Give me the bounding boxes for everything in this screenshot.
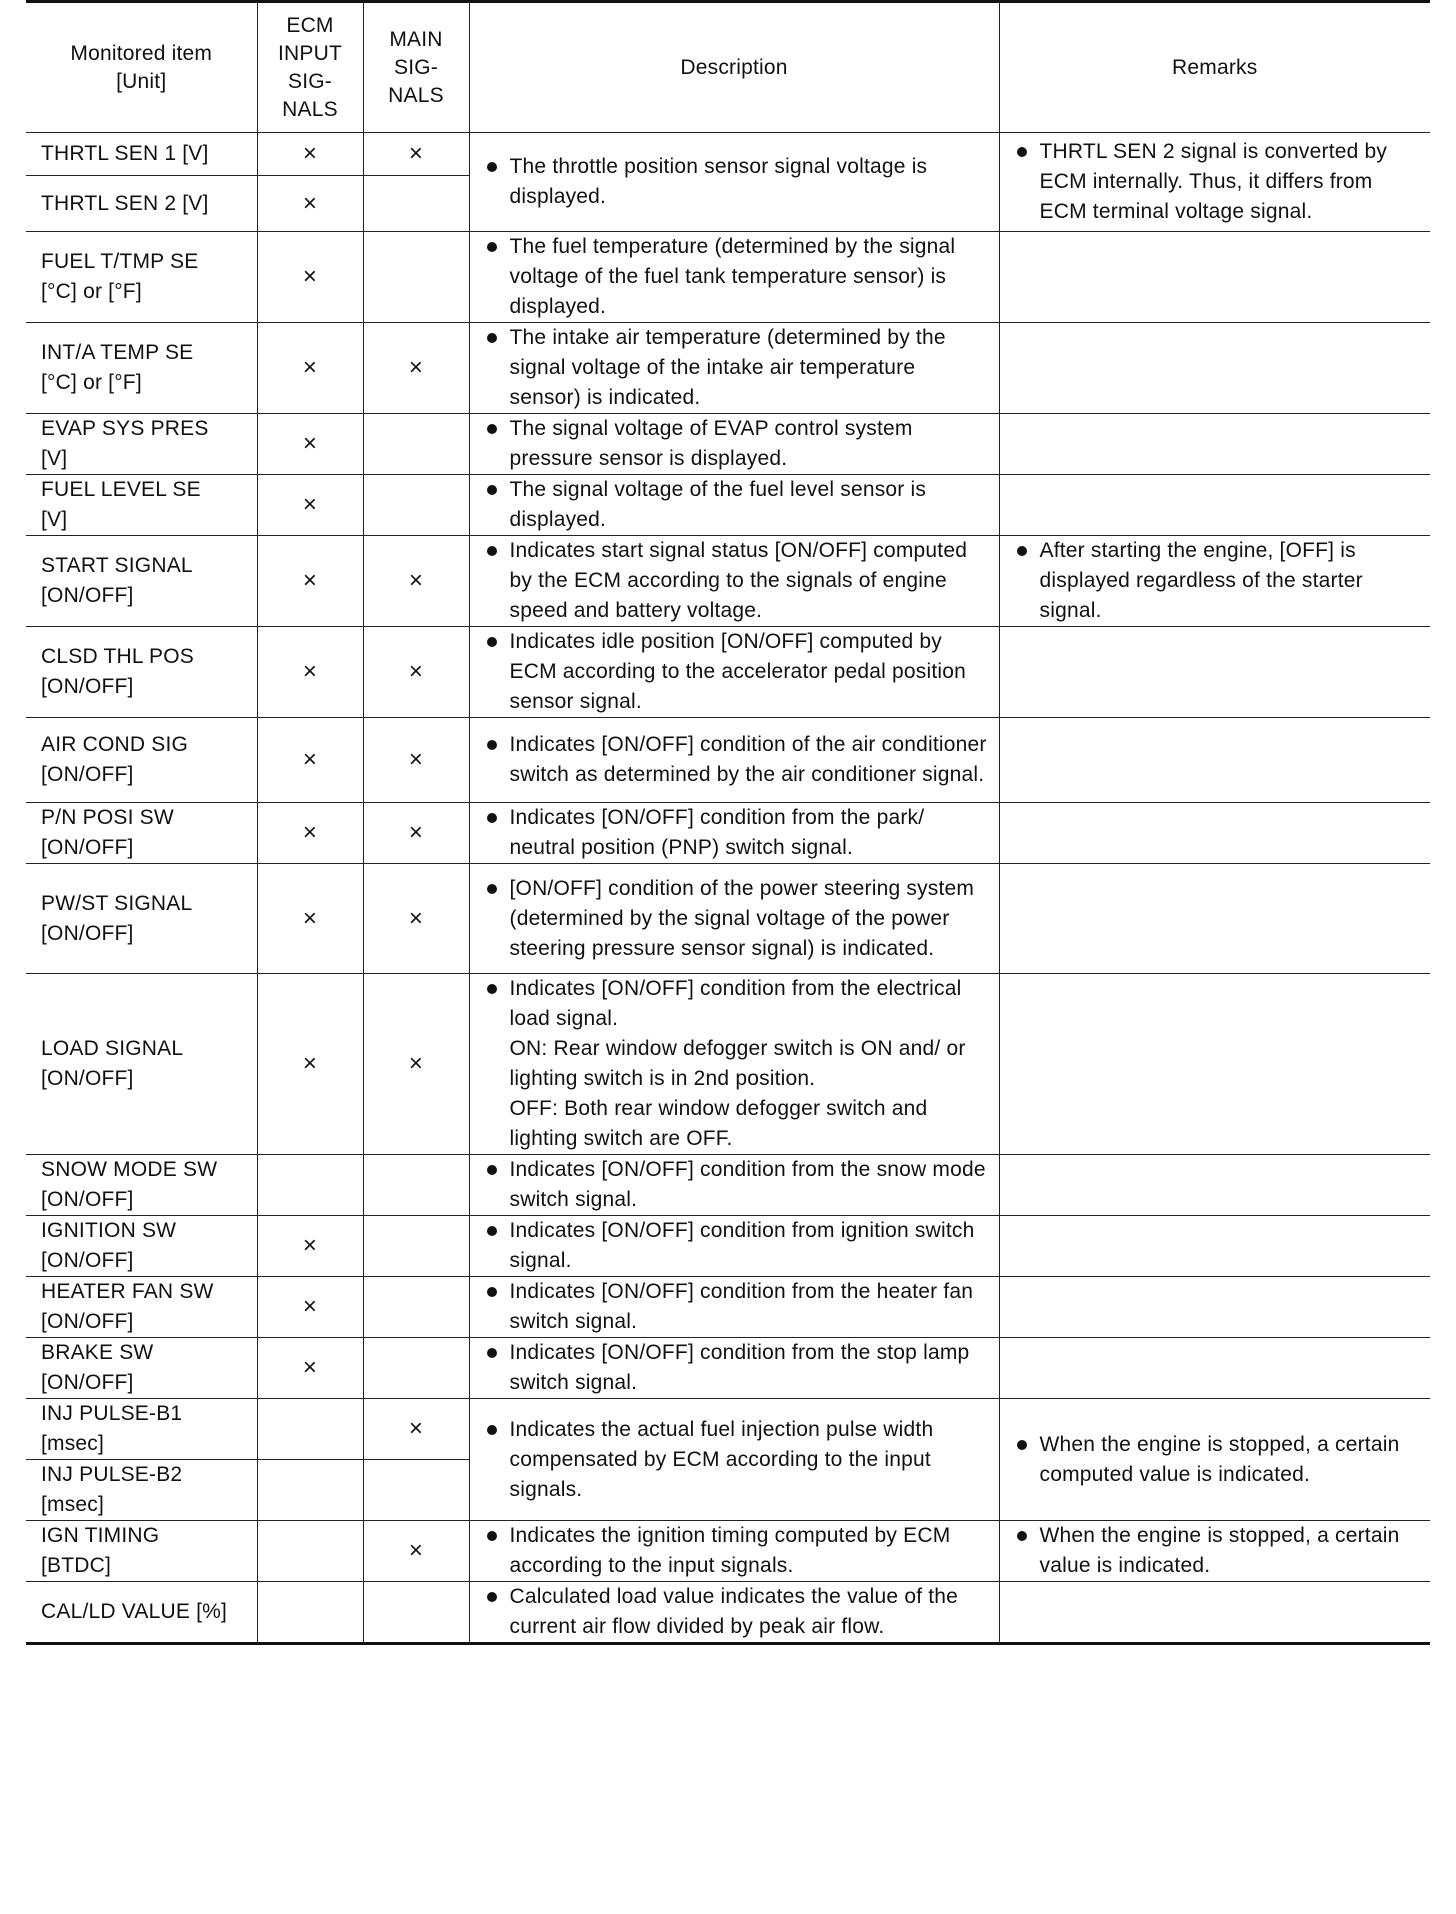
item-name: INJ PULSE-B2	[41, 1463, 183, 1486]
remarks-cell	[999, 627, 1430, 718]
table-body	[26, 133, 1430, 1644]
table-row	[26, 1399, 1430, 1460]
main-signal-mark: ×	[363, 718, 469, 803]
description-list	[484, 1338, 989, 1398]
remarks-cell	[999, 323, 1430, 414]
remarks-text: When the engine is stopped, a certain computed value is indicated.	[1039, 1432, 1400, 1486]
description-cell	[469, 864, 999, 974]
main-signal-mark: ×	[363, 1521, 469, 1582]
remarks-text: When the engine is stopped, a certain value is indicated.	[1039, 1524, 1400, 1577]
table-row	[26, 864, 1430, 974]
table-row	[26, 1277, 1430, 1338]
item-name: IGN TIMING	[41, 1524, 160, 1547]
description-cell	[469, 1338, 999, 1399]
item-unit: [BTDC]	[41, 1554, 112, 1577]
item-unit: [ON/OFF]	[41, 921, 134, 945]
table-row	[26, 475, 1430, 536]
item-unit: [msec]	[41, 1432, 105, 1455]
bullet-item	[484, 1338, 989, 1398]
description-cell	[469, 536, 999, 627]
description-list	[484, 974, 989, 1154]
table-row	[26, 536, 1430, 627]
description-text: Indicates start signal status [ON/OFF] computed by the ECM according to the signals of engine speed and battery voltage.	[509, 539, 968, 622]
main-signal-mark: ×	[363, 133, 469, 176]
remarks-cell	[999, 1582, 1430, 1644]
remarks-cell	[999, 475, 1430, 536]
remarks-cell	[999, 1155, 1430, 1216]
monitored-item-cell	[26, 803, 257, 864]
description-cell	[469, 803, 999, 864]
item-name: EVAP SYS PRES	[41, 417, 209, 440]
item-name: HEATER FAN SW	[41, 1280, 214, 1303]
bullet-item	[484, 232, 989, 322]
remarks-cell	[999, 1399, 1430, 1521]
description-text: The throttle position sensor signal voltage is displayed.	[509, 155, 928, 208]
item-unit: [°C] or [°F]	[41, 280, 142, 303]
item-name: IGNITION SW	[41, 1219, 177, 1242]
item-name: PW/ST SIGNAL	[41, 891, 193, 915]
description-list	[484, 1521, 989, 1581]
item-unit: [V]	[41, 508, 68, 531]
item-unit: [ON/OFF]	[41, 763, 134, 786]
monitored-item-cell	[26, 1582, 257, 1644]
bullet-item	[484, 1521, 989, 1581]
item-name: AIR COND SIG	[41, 733, 189, 756]
item-name: LOAD SIGNAL	[41, 1037, 184, 1060]
description-cell	[469, 974, 999, 1155]
description-list	[484, 627, 989, 717]
ecm-input-mark	[257, 1155, 363, 1216]
ecm-input-mark: ×	[257, 718, 363, 803]
bullet-item	[484, 803, 989, 863]
header-description: Description	[469, 2, 999, 133]
bullet-item	[1014, 1430, 1421, 1490]
table-row	[26, 232, 1430, 323]
item-name: P/N POSI SW	[41, 806, 174, 829]
remarks-cell	[999, 1521, 1430, 1582]
monitored-item-cell	[26, 974, 257, 1155]
bullet-item	[1014, 536, 1421, 626]
description-list	[484, 803, 989, 863]
remarks-cell	[999, 133, 1430, 232]
monitored-item-cell	[26, 627, 257, 718]
description-text: Indicates [ON/OFF] condition from the snow mode switch signal.	[509, 1158, 986, 1211]
main-signal-mark	[363, 1277, 469, 1338]
bullet-item	[1014, 137, 1421, 227]
description-cell	[469, 1277, 999, 1338]
bullet-item	[484, 152, 989, 212]
bullet-item	[484, 1216, 989, 1276]
remarks-cell	[999, 718, 1430, 803]
main-signal-mark	[363, 414, 469, 475]
description-text: Indicates the actual fuel injection pulse width compensated by ECM according to the input signals.	[509, 1417, 934, 1501]
item-name: BRAKE SW	[41, 1341, 154, 1364]
main-signal-mark	[363, 1338, 469, 1399]
header-monitored-item: Monitored item [Unit]	[26, 2, 257, 133]
item-unit: [ON/OFF]	[41, 1371, 134, 1394]
main-signal-mark: ×	[363, 536, 469, 627]
table-row	[26, 1521, 1430, 1582]
description-list	[484, 1216, 989, 1276]
remarks-cell	[999, 414, 1430, 475]
bullet-item	[484, 1277, 989, 1337]
description-text: Indicates [ON/OFF] condition from ignition switch signal.	[509, 1219, 975, 1272]
monitored-item-cell	[26, 414, 257, 475]
item-name: THRTL SEN 1 [V]	[41, 142, 209, 165]
description-list	[484, 1277, 989, 1337]
item-name: CAL/LD VALUE [%]	[41, 1600, 228, 1623]
bullet-item	[484, 475, 989, 535]
table-header-row	[26, 2, 1430, 133]
remarks-text: After starting the engine, [OFF] is displayed regardless of the starter signal.	[1039, 539, 1363, 622]
description-text: Indicates [ON/OFF] condition from the electrical load signal.	[509, 977, 962, 1030]
bullet-item	[484, 627, 989, 717]
bullet-item	[484, 323, 989, 413]
bullet-item	[484, 1415, 989, 1505]
description-cell	[469, 1521, 999, 1582]
description-cell	[469, 718, 999, 803]
table-row	[26, 1582, 1430, 1644]
item-unit: [ON/OFF]	[41, 1310, 134, 1333]
description-cell	[469, 475, 999, 536]
data-monitor-table	[26, 0, 1430, 1645]
remarks-cell	[999, 232, 1430, 323]
bullet-item	[484, 974, 989, 1154]
monitored-item-cell	[26, 1399, 257, 1460]
monitored-item-cell	[26, 323, 257, 414]
main-signal-mark: ×	[363, 974, 469, 1155]
monitored-item-cell	[26, 1155, 257, 1216]
ecm-input-mark: ×	[257, 232, 363, 323]
description-list	[484, 323, 989, 413]
item-name: CLSD THL POS	[41, 645, 194, 668]
main-signal-mark	[363, 1216, 469, 1277]
description-text: Indicates the ignition timing computed by ECM according to the input signals.	[509, 1524, 951, 1577]
table-row	[26, 414, 1430, 475]
monitored-item-cell	[26, 1338, 257, 1399]
ecm-input-mark	[257, 1521, 363, 1582]
description-text: Indicates idle position [ON/OFF] computed by ECM according to the accelerator pedal position sensor signal.	[509, 630, 966, 713]
main-signal-mark: ×	[363, 803, 469, 864]
item-name: INJ PULSE-B1	[41, 1402, 183, 1425]
monitored-item-cell	[26, 1460, 257, 1521]
ecm-input-mark: ×	[257, 974, 363, 1155]
description-text: The signal voltage of EVAP control system pressure sensor is displayed.	[509, 417, 913, 470]
header-main-signals: MAIN SIG- NALS	[363, 2, 469, 133]
table-row	[26, 1155, 1430, 1216]
main-signal-mark: ×	[363, 323, 469, 414]
description-list	[484, 232, 989, 322]
item-unit: [ON/OFF]	[41, 836, 134, 859]
table-row	[26, 1338, 1430, 1399]
remarks-cell	[999, 1338, 1430, 1399]
ecm-input-mark: ×	[257, 414, 363, 475]
ecm-input-mark: ×	[257, 1216, 363, 1277]
description-list	[484, 475, 989, 535]
bullet-item	[1014, 1521, 1421, 1581]
table-row	[26, 627, 1430, 718]
bullet-item	[484, 730, 989, 790]
main-signal-mark: ×	[363, 627, 469, 718]
ecm-input-mark: ×	[257, 1277, 363, 1338]
monitored-item-cell	[26, 718, 257, 803]
remarks-list	[1014, 536, 1421, 626]
description-list	[484, 730, 989, 790]
item-unit: [V]	[41, 447, 68, 470]
item-name: SNOW MODE SW	[41, 1158, 218, 1181]
table-row	[26, 803, 1430, 864]
description-list	[484, 1582, 989, 1642]
table-row	[26, 323, 1430, 414]
item-name: FUEL LEVEL SE	[41, 478, 201, 501]
remarks-list	[1014, 137, 1421, 227]
ecm-input-mark: ×	[257, 1338, 363, 1399]
item-name: INT/A TEMP SE	[41, 341, 194, 364]
monitored-item-cell	[26, 1277, 257, 1338]
description-text: The intake air temperature (determined by the signal voltage of the intake air temperature sensor) is indicated.	[509, 326, 946, 409]
ecm-input-mark	[257, 1399, 363, 1460]
item-unit: [ON/OFF]	[41, 584, 134, 607]
remarks-list	[1014, 1521, 1421, 1581]
header-remarks: Remarks	[999, 2, 1430, 133]
main-signal-mark	[363, 475, 469, 536]
description-cell	[469, 1582, 999, 1644]
remarks-cell	[999, 1216, 1430, 1277]
ecm-input-mark: ×	[257, 475, 363, 536]
description-list	[484, 1155, 989, 1215]
main-signal-mark	[363, 1582, 469, 1644]
description-text: The signal voltage of the fuel level sensor is displayed.	[509, 478, 927, 531]
description-text: Indicates [ON/OFF] condition of the air conditioner switch as determined by the air conditioner signal.	[509, 733, 987, 786]
main-signal-mark	[363, 176, 469, 232]
description-text: OFF: Both rear window defogger switch and lighting switch are OFF.	[509, 1097, 928, 1150]
monitored-item-cell	[26, 133, 257, 176]
item-unit: [°C] or [°F]	[41, 371, 142, 394]
bullet-item	[484, 414, 989, 474]
monitored-item-cell	[26, 1521, 257, 1582]
item-unit: [ON/OFF]	[41, 1067, 134, 1090]
remarks-cell	[999, 974, 1430, 1155]
remarks-cell	[999, 536, 1430, 627]
ecm-input-mark: ×	[257, 133, 363, 176]
description-cell	[469, 133, 999, 232]
description-text: Indicates [ON/OFF] condition from the heater fan switch signal.	[509, 1280, 974, 1333]
item-unit: [ON/OFF]	[41, 1188, 134, 1211]
description-cell	[469, 1399, 999, 1521]
monitored-item-cell	[26, 864, 257, 974]
remarks-list	[1014, 1430, 1421, 1490]
monitored-item-cell	[26, 176, 257, 232]
ecm-input-mark: ×	[257, 536, 363, 627]
description-list	[484, 152, 989, 212]
item-name: START SIGNAL	[41, 554, 193, 577]
main-signal-mark	[363, 1155, 469, 1216]
ecm-input-mark: ×	[257, 176, 363, 232]
description-text: The fuel temperature (determined by the signal voltage of the fuel tank temperature sensor) is displayed.	[509, 235, 956, 318]
description-cell	[469, 323, 999, 414]
main-signal-mark	[363, 1460, 469, 1521]
remarks-cell	[999, 1277, 1430, 1338]
monitored-item-cell	[26, 232, 257, 323]
main-signal-mark	[363, 232, 469, 323]
item-name: THRTL SEN 2 [V]	[41, 191, 209, 215]
description-list	[484, 536, 989, 626]
item-unit: [ON/OFF]	[41, 1249, 134, 1272]
description-text: Calculated load value indicates the value of the current air flow divided by peak air flow.	[509, 1585, 959, 1638]
bullet-item	[484, 1582, 989, 1642]
bullet-item	[484, 874, 989, 964]
page	[26, 0, 1430, 1645]
bullet-item	[484, 536, 989, 626]
item-unit: [msec]	[41, 1493, 105, 1516]
table-row	[26, 718, 1430, 803]
remarks-text: THRTL SEN 2 signal is converted by ECM internally. Thus, it differs from ECM terminal voltage signal.	[1039, 140, 1388, 223]
description-cell	[469, 232, 999, 323]
table-row	[26, 1216, 1430, 1277]
ecm-input-mark: ×	[257, 323, 363, 414]
main-signal-mark: ×	[363, 864, 469, 974]
description-list	[484, 874, 989, 964]
description-text: Indicates [ON/OFF] condition from the stop lamp switch signal.	[509, 1341, 970, 1394]
monitored-item-cell	[26, 475, 257, 536]
description-list	[484, 1415, 989, 1505]
description-list	[484, 414, 989, 474]
description-text: [ON/OFF] condition of the power steering system (determined by the signal voltage of the power steering pressure sensor signal) is indicated.	[509, 876, 975, 960]
description-cell	[469, 1216, 999, 1277]
description-cell	[469, 414, 999, 475]
description-text: ON: Rear window defogger switch is ON and/ or lighting switch is in 2nd position.	[509, 1037, 966, 1090]
monitored-item-cell	[26, 1216, 257, 1277]
ecm-input-mark: ×	[257, 627, 363, 718]
item-name: FUEL T/TMP SE	[41, 250, 199, 273]
main-signal-mark: ×	[363, 1399, 469, 1460]
remarks-cell	[999, 803, 1430, 864]
ecm-input-mark: ×	[257, 864, 363, 974]
table-row	[26, 974, 1430, 1155]
item-unit: [ON/OFF]	[41, 675, 134, 698]
ecm-input-mark	[257, 1582, 363, 1644]
table-row	[26, 133, 1430, 176]
ecm-input-mark: ×	[257, 803, 363, 864]
description-cell	[469, 1155, 999, 1216]
description-text: Indicates [ON/OFF] condition from the park/ neutral position (PNP) switch signal.	[509, 806, 925, 859]
remarks-cell	[999, 864, 1430, 974]
header-ecm-input-signals: ECM INPUT SIG- NALS	[257, 2, 363, 133]
monitored-item-cell	[26, 536, 257, 627]
ecm-input-mark	[257, 1460, 363, 1521]
description-cell	[469, 627, 999, 718]
bullet-item	[484, 1155, 989, 1215]
